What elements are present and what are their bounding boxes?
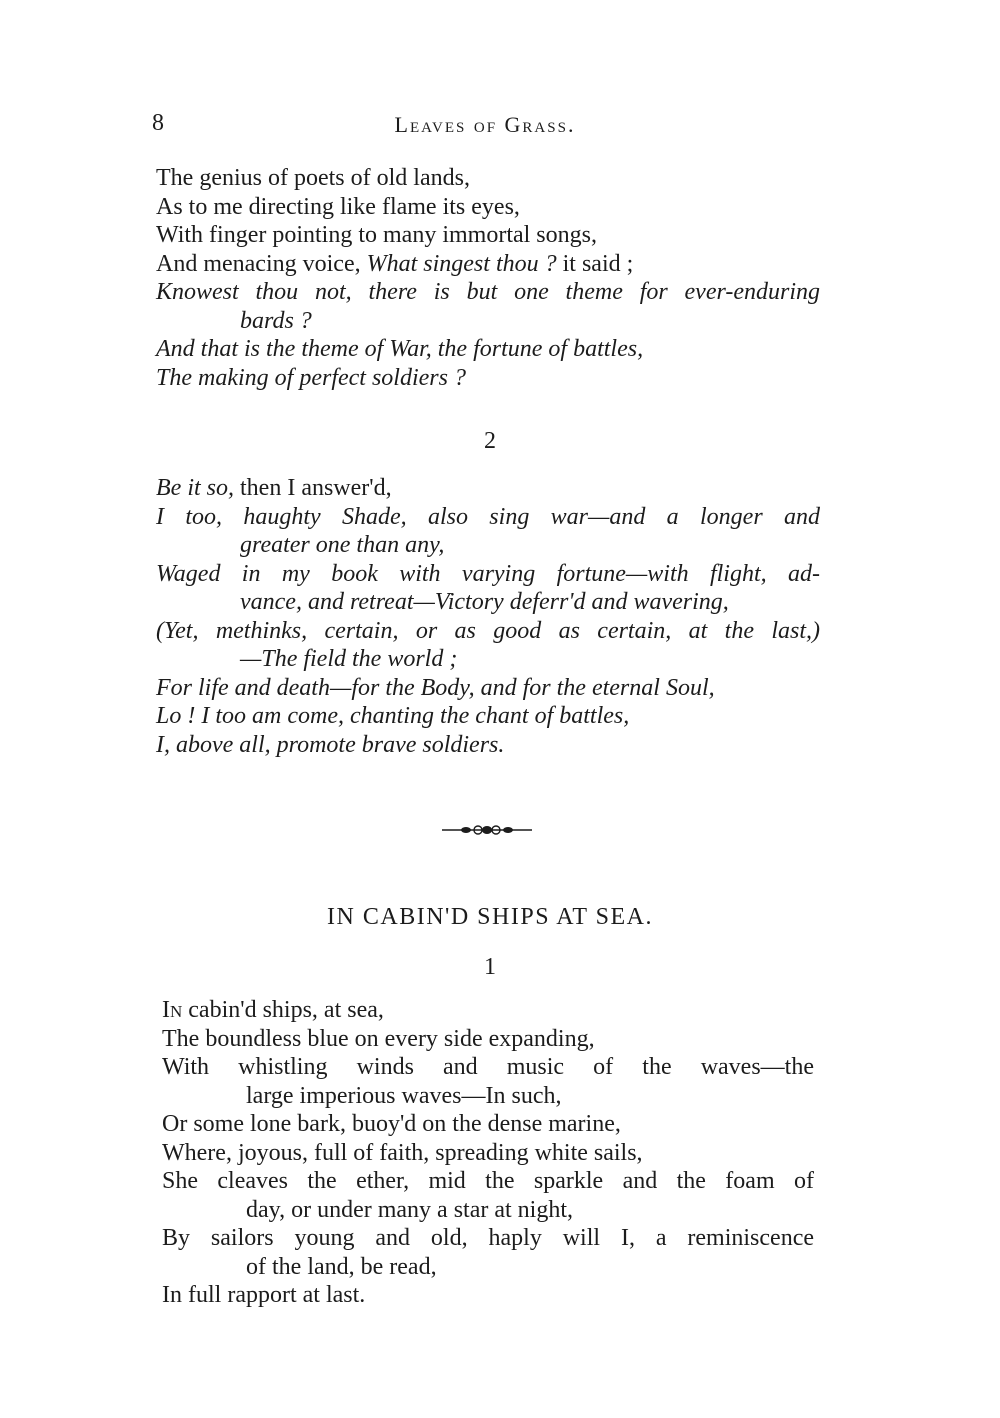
poem-line: In full rapport at last.: [162, 1282, 366, 1308]
poem-line: The genius of poets of old lands,: [156, 165, 470, 191]
poem-line: Waged in my book with varying fortune—with flight, ad-: [156, 560, 820, 587]
poem-line: With finger pointing to many immortal songs,: [156, 222, 597, 248]
poem-line: [156, 250, 820, 279]
poem-line: With whistling winds and music of the waves—the: [162, 1054, 814, 1080]
poem-line-continuation: —The field the world ;: [240, 646, 458, 672]
poem-line: Knowest thou not, there is but one theme for ever-enduring: [156, 279, 820, 305]
poem-line-continuation: large imperious waves—In such,: [246, 1082, 562, 1109]
section-divider-ornament: [440, 824, 534, 836]
poem-line: She cleaves the ether, mid the sparkle and the foam of: [162, 1168, 814, 1194]
section-one-stanza: [156, 164, 820, 392]
poem-line: [156, 474, 820, 503]
poem-line: I too, haughty Shade, also sing war—and a longer and: [156, 503, 820, 530]
section-number-2: 2: [484, 428, 496, 454]
line-segment: it said ;: [556, 250, 634, 277]
poem-line-continuation: greater one than any,: [240, 532, 445, 558]
section-number-1: 1: [484, 954, 496, 980]
poem-line: Lo ! I too am come, chanting the chant of battles,: [156, 703, 630, 729]
running-title: Leaves of Grass.: [394, 112, 576, 137]
poem-line: As to me directing like flame its eyes,: [156, 193, 520, 220]
second-poem-stanza: [162, 996, 814, 1310]
initial-small-caps: In: [162, 997, 183, 1023]
poem-line: Where, joyous, full of faith, spreading white sails,: [162, 1139, 643, 1166]
poem-title: IN CABIN'D SHIPS AT SEA.: [327, 904, 653, 930]
line-segment: then I answer'd,: [234, 475, 392, 501]
poem-line: The making of perfect soldiers ?: [156, 364, 466, 391]
section-two-stanza: [156, 474, 820, 759]
line-segment: cabin'd ships, at sea,: [182, 997, 384, 1023]
poem-line: And that is the theme of War, the fortune of battles,: [156, 336, 644, 362]
italic-phrase: Be it so,: [156, 475, 234, 501]
italic-phrase: What singest thou ?: [366, 250, 557, 277]
poem-line: The boundless blue on every side expanding,: [162, 1025, 595, 1052]
poem-line-continuation: vance, and retreat—Victory deferr'd and wavering,: [240, 589, 729, 615]
poem-line-continuation: day, or under many a star at night,: [246, 1196, 574, 1223]
poem-line-continuation: bards ?: [240, 307, 312, 334]
line-segment: And menacing voice,: [156, 250, 367, 277]
poem-line-continuation: of the land, be read,: [246, 1253, 437, 1280]
poem-line: Or some lone bark, buoy'd on the dense marine,: [162, 1111, 621, 1137]
page-number: 8: [152, 110, 164, 136]
poem-line: By sailors young and old, haply will I, a reminiscence: [162, 1225, 814, 1251]
poem-line: (Yet, methinks, certain, or as good as certain, at the last,): [156, 617, 820, 644]
poem-line: [162, 996, 814, 1025]
poem-line: I, above all, promote brave soldiers.: [156, 731, 505, 758]
poem-line: For life and death—for the Body, and for the eternal Soul,: [156, 674, 715, 701]
page-header: [152, 110, 818, 142]
